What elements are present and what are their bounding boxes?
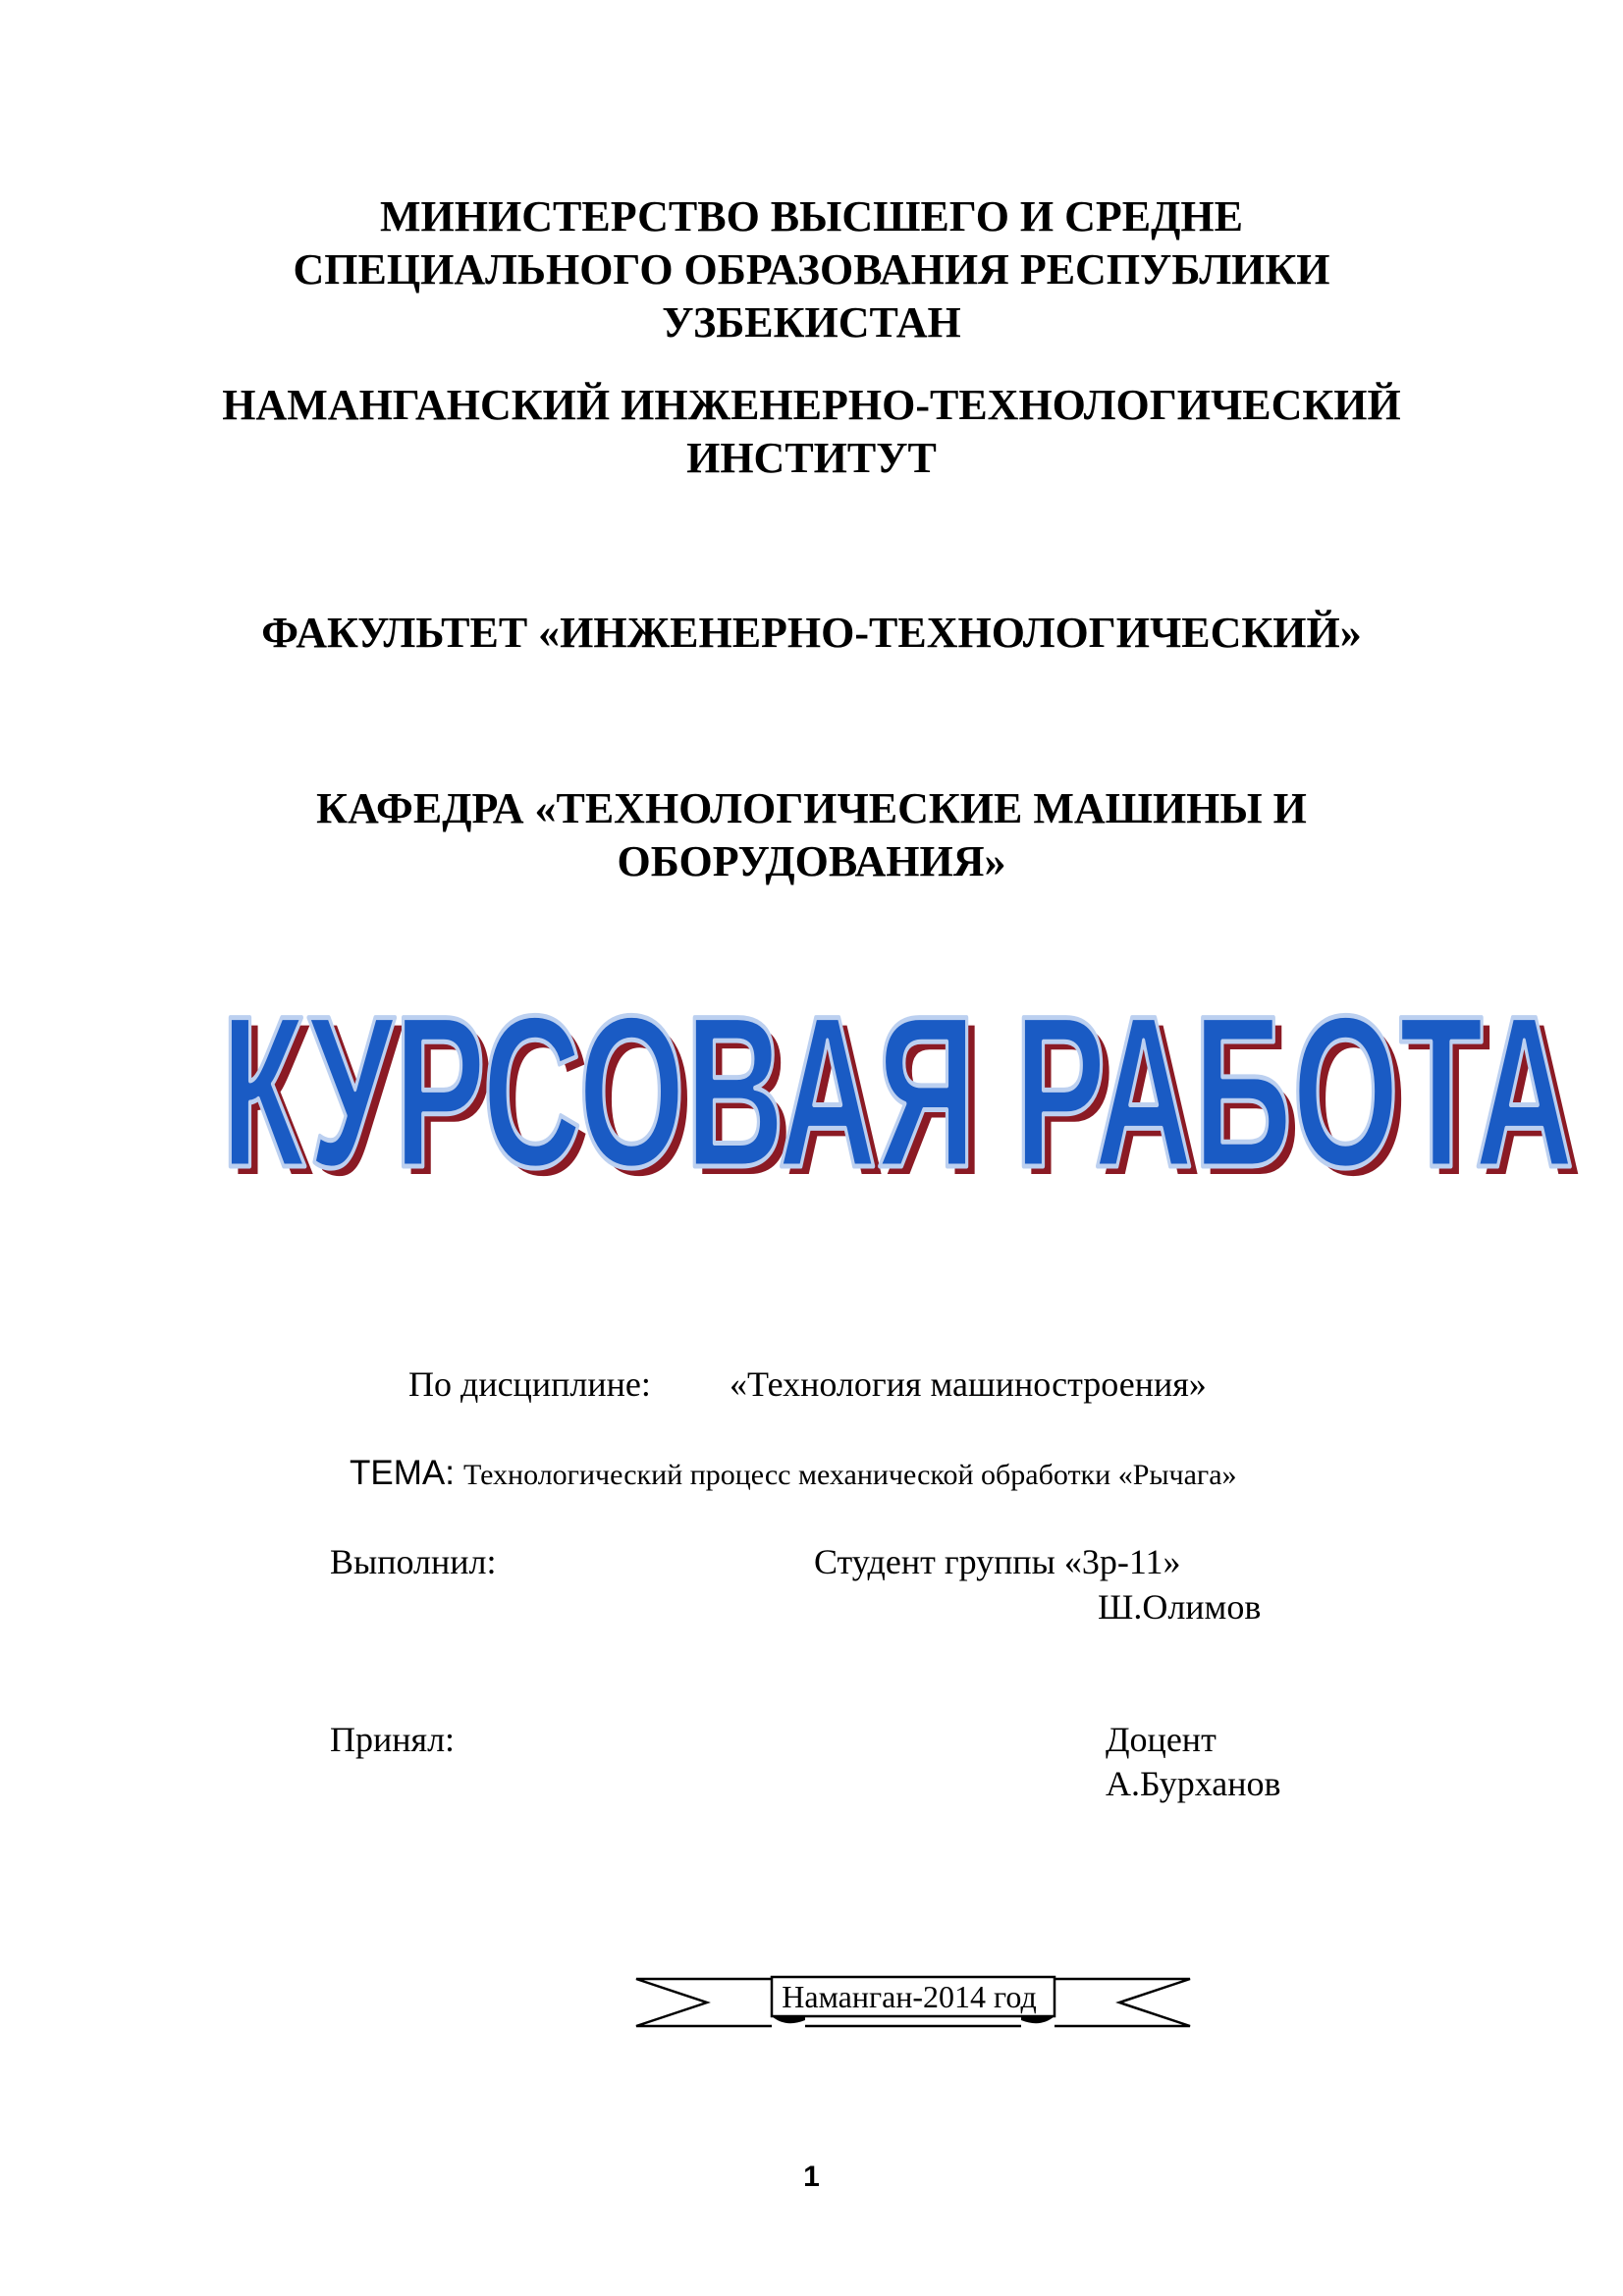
institute-line-1: НАМАНГАНСКИЙ ИНЖЕНЕРНО-ТЕХНОЛОГИЧЕСКИЙ xyxy=(222,381,1401,429)
ministry-heading xyxy=(0,190,1623,349)
title-main-text: КУРСОВАЯ РАБОТА xyxy=(221,982,1574,1207)
performed-label: Выполнил: xyxy=(330,1542,497,1581)
discipline-value: «Технология машиностроения» xyxy=(730,1364,1207,1404)
topic-label: ТЕМА: xyxy=(350,1454,455,1492)
institute-heading xyxy=(0,379,1623,485)
topic-row xyxy=(350,1453,1237,1495)
ministry-line-2: СПЕЦИАЛЬНОГО ОБРАЗОВАНИЯ РЕСПУБЛИКИ xyxy=(293,245,1330,294)
city-year: Наманган-2014 год xyxy=(782,1979,1037,2014)
discipline-label: По дисциплине: xyxy=(408,1364,651,1404)
page-number: 1 xyxy=(803,2161,820,2193)
title-shadow-text: КУРСОВАЯ РАБОТА xyxy=(229,982,1582,1207)
student-group: Студент группы «3р-11» xyxy=(814,1542,1181,1581)
coursework-title xyxy=(221,982,1596,1207)
teacher-title: Доцент xyxy=(1106,1720,1217,1759)
teacher-name: А.Бурханов xyxy=(1106,1764,1281,1803)
ministry-line-1: МИНИСТЕРСТВО ВЫСШЕГО И СРЕДНЕ xyxy=(380,192,1243,240)
department-line-1: КАФЕДРА «ТЕХНОЛОГИЧЕСКИЕ МАШИНЫ И xyxy=(316,784,1307,832)
department-line-2: ОБОРУДОВАНИЯ» xyxy=(617,837,1006,885)
accepted-label: Принял: xyxy=(330,1720,456,1759)
institute-line-2: ИНСТИТУТ xyxy=(686,434,937,482)
department-heading xyxy=(0,782,1623,888)
topic-value: Технологический процесс механической обработки «Рычага» xyxy=(462,1459,1237,1491)
faculty-heading xyxy=(0,607,1623,660)
ministry-line-3: УЗБЕКИСТАН xyxy=(662,298,961,347)
faculty-line: ФАКУЛЬТЕТ «ИНЖЕНЕРНО-ТЕХНОЛОГИЧЕСКИЙ» xyxy=(261,609,1362,657)
student-name: Ш.Олимов xyxy=(1098,1587,1262,1627)
